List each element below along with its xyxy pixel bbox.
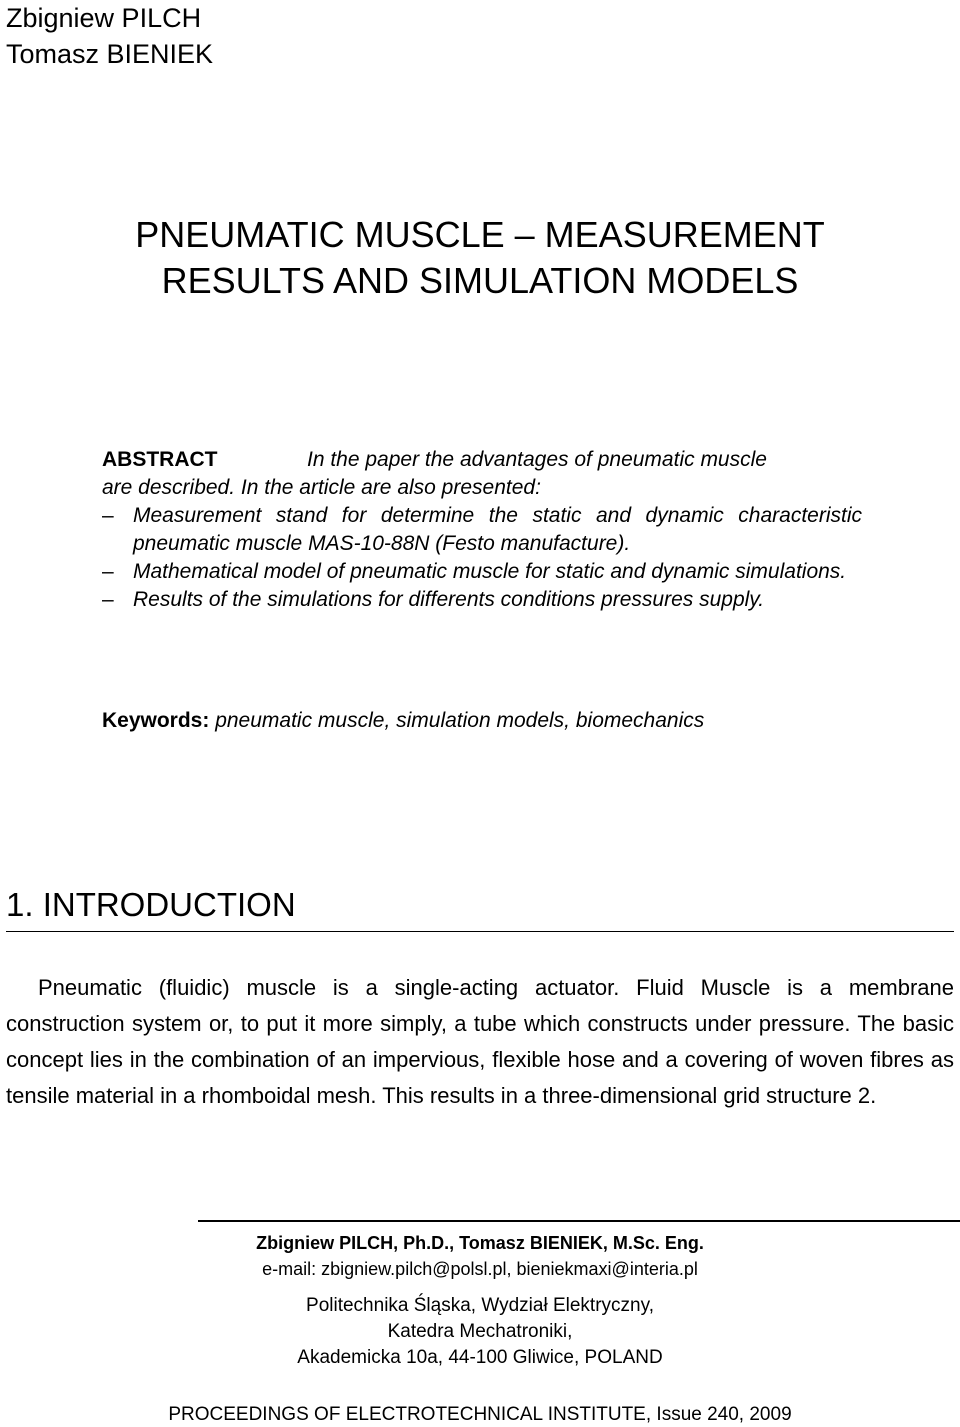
abstract-item-text: Results of the simulations for differents conditions pressures supply. — [133, 588, 765, 611]
dash-bullet: – — [102, 504, 114, 527]
abstract-heading: ABSTRACT — [102, 448, 218, 471]
dash-bullet: – — [102, 588, 114, 611]
affiliation-line: Katedra Mechatroniki, — [387, 1321, 573, 1342]
abstract-list-item — [102, 502, 862, 558]
footer-divider — [198, 1220, 960, 1222]
footer-email: e-mail: zbigniew.pilch@polsl.pl, bieniekmaxi@interia.pl — [262, 1259, 698, 1279]
section-divider — [6, 931, 954, 932]
abstract-list-item — [102, 586, 862, 614]
abstract-item-text: Mathematical model of pneumatic muscle for static and dynamic simulations. — [133, 560, 847, 583]
keywords-line — [102, 707, 704, 735]
dash-bullet: – — [102, 560, 114, 583]
abstract-first-line — [102, 446, 862, 474]
abstract-list-item — [102, 558, 862, 586]
affiliation-line: Akademicka 10a, 44-100 Gliwice, POLAND — [297, 1347, 663, 1368]
affiliation-line: Politechnika Śląska, Wydział Elektryczny, — [306, 1295, 654, 1316]
keywords-text: pneumatic muscle, simulation models, biomechanics — [215, 709, 705, 732]
author-name: Zbigniew PILCH — [6, 3, 202, 33]
footer-authors: Zbigniew PILCH, Ph.D., Tomasz BIENIEK, M.Sc. Eng. — [256, 1233, 704, 1253]
title-line: RESULTS AND SIMULATION MODELS — [161, 260, 799, 301]
introduction-heading: 1. INTRODUCTION — [6, 886, 296, 923]
abstract-intro: In the paper the advantages of pneumatic muscle — [307, 448, 767, 471]
abstract-section — [102, 446, 862, 614]
proceedings-footer: PROCEEDINGS OF ELECTROTECHNICAL INSTITUTE, Issue 240, 2009 — [168, 1404, 792, 1425]
author-name: Tomasz BIENIEK — [6, 39, 214, 69]
abstract-item-text: Measurement stand for determine the static and dynamic characteristic pneumatic muscle MAS-10-88N (Festo manufacture). — [133, 504, 862, 555]
title-line: PNEUMATIC MUSCLE – MEASUREMENT — [135, 214, 825, 255]
keywords-heading: Keywords: — [102, 709, 210, 732]
author-names-header — [6, 0, 213, 72]
introduction-paragraph: Pneumatic (fluidic) muscle is a single-acting actuator. Fluid Muscle is a membrane construction system or, to put it more simply, a tube which constructs under pressure. The basic concept lies in the combination of an impervious, flexible hose and a covering of woven fibres as tensile material in a rhomboidal mesh. This results in a three-dimensional grid structure 2. — [6, 975, 954, 1108]
paper-title — [0, 212, 960, 304]
abstract-intro-continued: are described. In the article are also presented: — [102, 476, 541, 499]
footer-affiliation — [0, 1293, 960, 1371]
